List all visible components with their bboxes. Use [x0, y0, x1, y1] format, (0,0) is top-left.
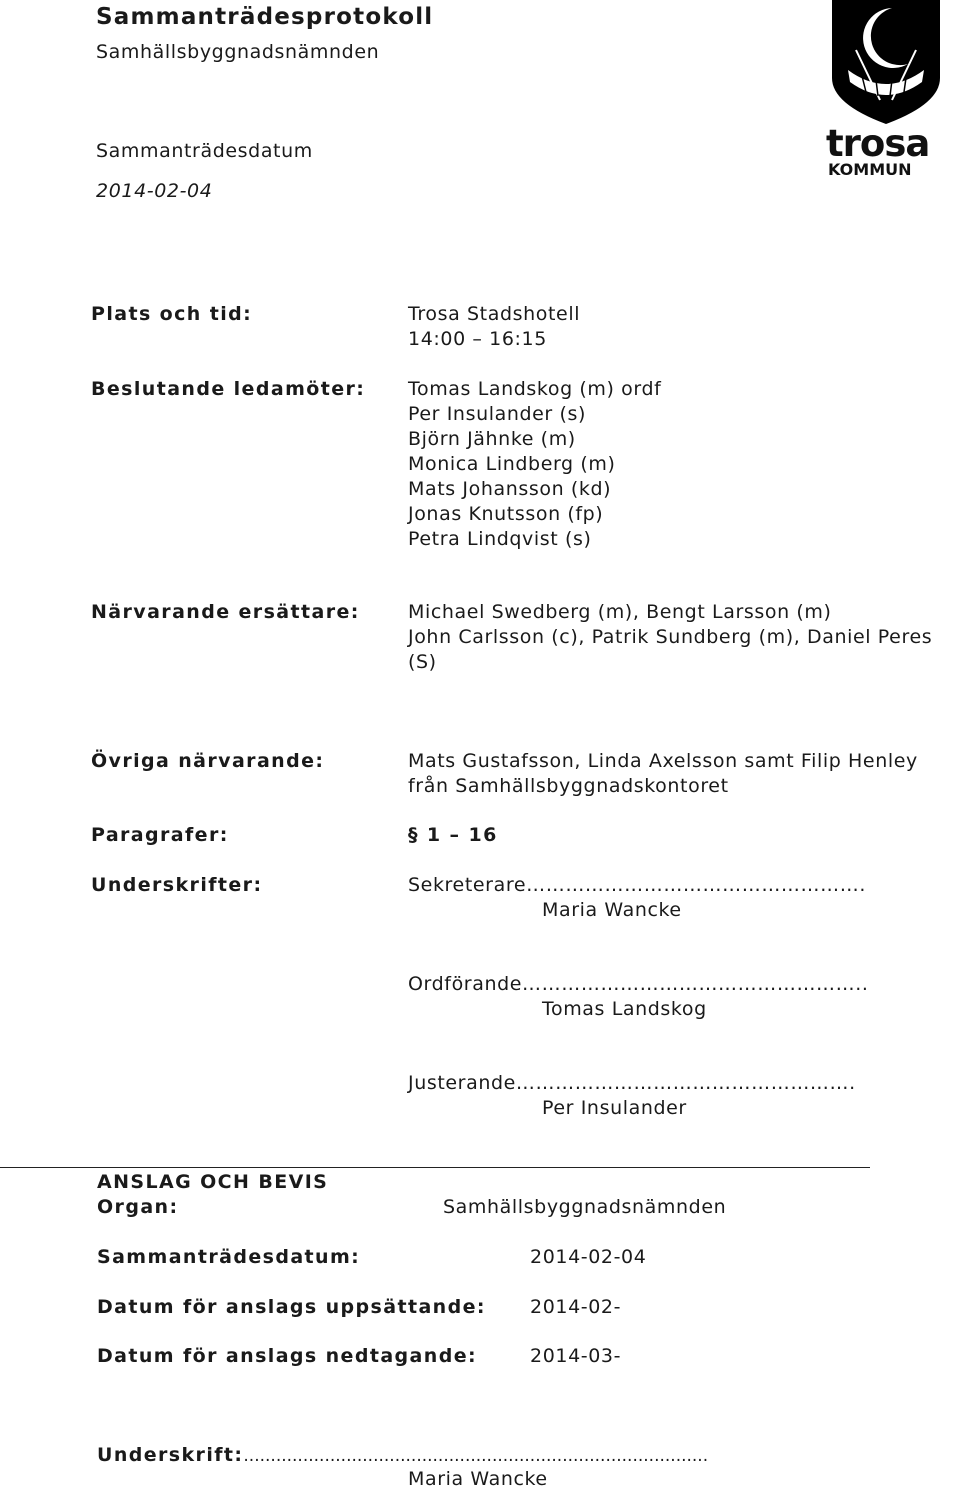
meeting-date-value: 2014-02-04 — [530, 1246, 647, 1268]
notice-heading: ANSLAG OCH BEVIS — [97, 1171, 329, 1193]
notice-signature-label: Underskrift: — [97, 1444, 244, 1466]
substitutes-label: Närvarande ersättare: — [91, 601, 360, 623]
chair-name: Tomas Landskog — [542, 998, 707, 1020]
paragraphs-value: § 1 – 16 — [408, 824, 498, 846]
substitutes-line: John Carlsson (c), Patrik Sundberg (m), Daniel Peres — [408, 626, 933, 648]
secretary-name: Maria Wancke — [542, 899, 682, 921]
posted-date-label: Datum för anslags uppsättande: — [97, 1296, 486, 1318]
substitutes-list — [408, 600, 932, 675]
trosa-kommun-logo — [826, 0, 946, 185]
member-item: Mats Johansson (kd) — [408, 478, 612, 500]
member-item: Per Insulander (s) — [408, 403, 586, 425]
secretary-signature-line: Sekreterare……………………………………………. — [408, 874, 866, 896]
section-divider — [0, 1167, 870, 1168]
signatures-label: Underskrifter: — [91, 874, 263, 896]
meeting-date-label: Sammanträdesdatum: — [97, 1246, 361, 1268]
notice-signature-line — [97, 1443, 708, 1469]
member-item: Petra Lindqvist (s) — [408, 528, 592, 550]
date-label: Sammanträdesdatum — [96, 140, 313, 162]
notice-signature-dots: ...................................................................................... — [243, 1446, 709, 1466]
member-item: Jonas Knutsson (fp) — [408, 503, 604, 525]
paragraphs-label: Paragrafer: — [91, 824, 229, 846]
organ-label: Organ: — [97, 1196, 179, 1218]
member-item: Björn Jähnke (m) — [408, 428, 576, 450]
removed-date-value: 2014-03- — [530, 1345, 622, 1367]
others-list — [408, 749, 918, 799]
others-label: Övriga närvarande: — [91, 750, 325, 772]
removed-date-label: Datum för anslags nedtagande: — [97, 1345, 477, 1367]
others-line: från Samhällsbyggnadskontoret — [408, 775, 729, 797]
logo-wordmark: trosa — [826, 122, 930, 165]
notice-signature-name: Maria Wancke — [408, 1468, 548, 1490]
logo-subtext: KOMMUN — [828, 160, 912, 179]
meeting-date: 2014-02-04 — [96, 180, 213, 202]
substitutes-line: Michael Swedberg (m), Bengt Larsson (m) — [408, 601, 832, 623]
member-item: Tomas Landskog (m) ordf — [408, 378, 662, 400]
chair-signature-line: Ordförande…………………………………………….. — [408, 973, 869, 995]
time-value: 14:00 – 16:15 — [408, 328, 547, 350]
committee-name: Samhällsbyggnadsnämnden — [96, 41, 380, 63]
substitutes-line: (S) — [408, 651, 437, 673]
adjuster-name: Per Insulander — [542, 1097, 687, 1119]
others-line: Mats Gustafsson, Linda Axelsson samt Filip Henley — [408, 750, 918, 772]
place-value: Trosa Stadshotell — [408, 303, 581, 325]
members-label: Beslutande ledamöter: — [91, 378, 366, 400]
members-list — [408, 377, 661, 552]
place-label: Plats och tid: — [91, 303, 253, 325]
organ-value: Samhällsbyggnadsnämnden — [443, 1196, 727, 1218]
place-time-block — [408, 302, 580, 352]
document-title: Sammanträdesprotokoll — [96, 4, 434, 30]
member-item: Monica Lindberg (m) — [408, 453, 616, 475]
posted-date-value: 2014-02- — [530, 1296, 622, 1318]
adjuster-signature-line: Justerande……………………………………………. — [408, 1072, 856, 1094]
